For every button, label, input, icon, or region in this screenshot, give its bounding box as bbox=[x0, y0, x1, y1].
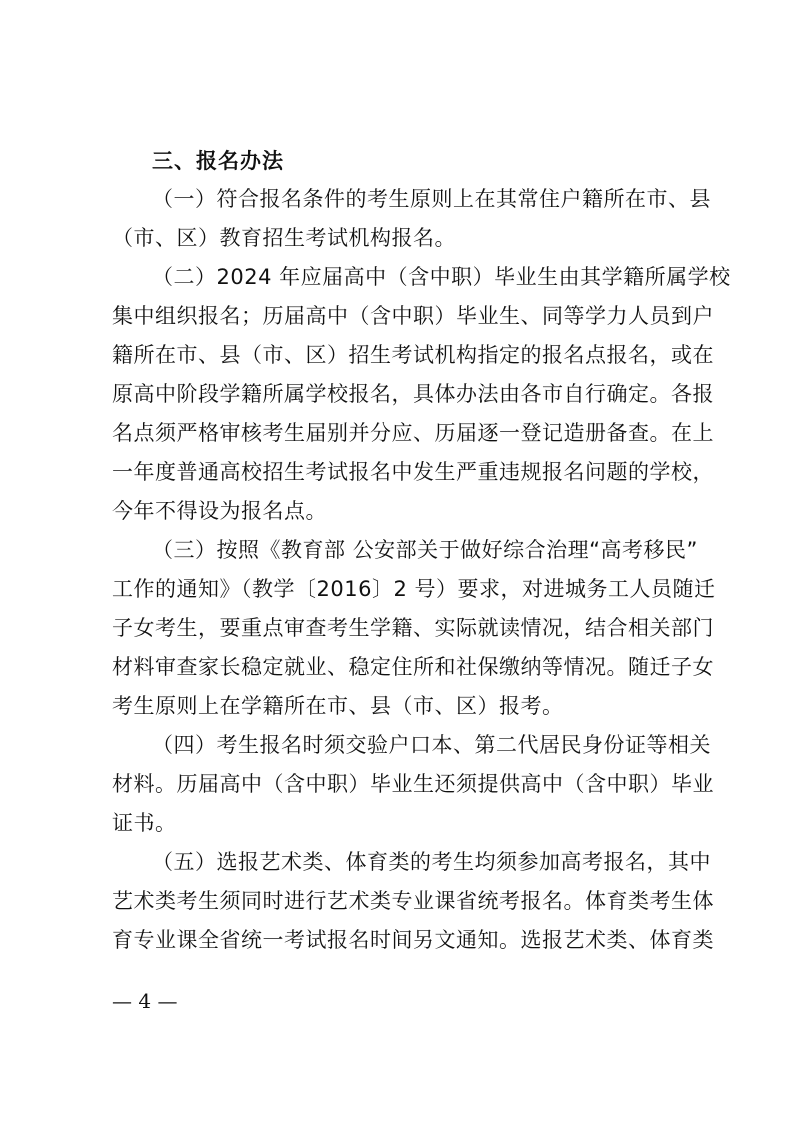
paragraph-line: 工作的通知》（教学〔2016〕2 号）要求，对进城务工人员随迁 bbox=[112, 577, 716, 601]
section-heading: 三、报名办法 bbox=[152, 149, 284, 173]
paragraph-line: 证书。 bbox=[112, 811, 177, 835]
paragraph-line: （四）考生报名时须交验户口本、第二代居民身份证等相关 bbox=[152, 733, 711, 757]
paragraph-line: 子女考生，要重点审查考生学籍、实际就读情况，结合相关部门 bbox=[112, 616, 714, 640]
paragraph-line: 今年不得设为报名点。 bbox=[112, 499, 327, 523]
paragraph-line: （二）2024 年应届高中（含中职）毕业生由其学籍所属学校 bbox=[152, 265, 731, 289]
paragraph-line: 一年度普通高校招生考试报名中发生严重违规报名问题的学校， bbox=[112, 460, 714, 484]
paragraph-line: （一）符合报名条件的考生原则上在其常住户籍所在市、县 bbox=[152, 187, 711, 211]
paragraph-line: （五）选报艺术类、体育类的考生均须参加高考报名，其中 bbox=[152, 850, 711, 874]
paragraph-line: 艺术类考生须同时进行艺术类专业课省统考报名。体育类考生体 bbox=[112, 889, 714, 913]
paragraph-line: 考生原则上在学籍所在市、县（市、区）报考。 bbox=[112, 694, 564, 718]
paragraph-line: 籍所在市、县（市、区）招生考试机构指定的报名点报名，或在 bbox=[112, 343, 714, 367]
paragraph-line: 名点须严格审核考生届别并分应、历届逐一登记造册备查。在上 bbox=[112, 421, 714, 445]
paragraph-line: 材料。历届高中（含中职）毕业生还须提供高中（含中职）毕业 bbox=[112, 772, 714, 796]
paragraph-line: 育专业课全省统一考试报名时间另文通知。选报艺术类、体育类 bbox=[112, 928, 714, 952]
paragraph-line: （三）按照《教育部 公安部关于做好综合治理“高考移民” bbox=[152, 538, 698, 562]
page-number: — 4 — bbox=[112, 989, 178, 1013]
paragraph-line: 集中组织报名；历届高中（含中职）毕业生、同等学力人员到户 bbox=[112, 304, 714, 328]
paragraph-line: 原高中阶段学籍所属学校报名，具体办法由各市自行确定。各报 bbox=[112, 382, 714, 406]
paragraph-line: （市、区）教育招生考试机构报名。 bbox=[112, 226, 456, 250]
paragraph-line: 材料审查家长稳定就业、稳定住所和社保缴纳等情况。随迁子女 bbox=[112, 655, 714, 679]
